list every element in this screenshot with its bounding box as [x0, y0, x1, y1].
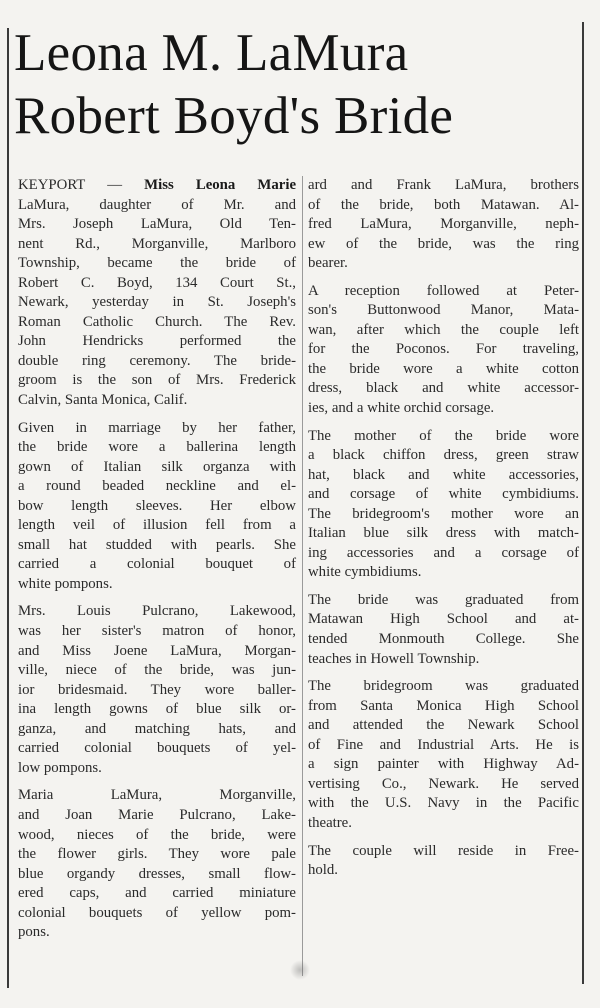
- article-paragraph: [18, 786, 296, 942]
- article-line: the flower girls. They wore pale: [18, 846, 296, 863]
- article-line: bow length sleeves. Her elbow: [18, 497, 296, 514]
- article-paragraph: [18, 176, 296, 411]
- article-line: LaMura, daughter of Mr. and: [18, 196, 296, 213]
- article-line: Township, became the bride of: [18, 255, 296, 272]
- article-paragraph: [308, 842, 579, 881]
- article-line: ing accessories and a corsage of: [308, 544, 579, 561]
- clipping-left-border: [7, 28, 9, 988]
- article-line: The bridegroom's mother wore an: [308, 505, 579, 522]
- article-line: The bride was graduated from: [308, 591, 579, 608]
- article-line: carried colonial bouquets of yel-: [18, 740, 296, 757]
- article-paragraph: [308, 176, 579, 274]
- article-line: a round beaded neckline and el-: [18, 478, 296, 495]
- article-line: ered caps, and carried miniature: [18, 885, 296, 902]
- article-line: of Fine and Industrial Arts. He is: [308, 736, 579, 753]
- clipping-right-border: [582, 22, 584, 984]
- article-line: ina length gowns of blue silk or-: [18, 701, 296, 718]
- article-line: son's Buttonwood Manor, Mata-: [308, 302, 579, 319]
- article-paragraph: [18, 419, 296, 595]
- article-column-right: [308, 176, 579, 889]
- article-line: Matawan High School and at-: [308, 611, 579, 628]
- article-line: blue organdy dresses, small flow-: [18, 865, 296, 882]
- article-line: hat, black and white accessories,: [308, 466, 579, 483]
- article-line: ville, niece of the bride, was jun-: [18, 662, 296, 679]
- article-line: pons.: [18, 924, 50, 941]
- article-line: with the U.S. Navy in the Pacific: [308, 795, 579, 812]
- article-line: and attended the Newark School: [308, 717, 579, 734]
- article-line: A reception followed at Peter-: [308, 282, 579, 299]
- column-divider: [302, 176, 303, 976]
- article-line: Newark, yesterday in St. Joseph's: [18, 294, 296, 311]
- article-line: dress, black and white accessor-: [308, 380, 579, 397]
- article-line: a black chiffon dress, green straw: [308, 447, 579, 464]
- article-line: white cymbidiums.: [308, 564, 422, 581]
- article-paragraph: [308, 591, 579, 669]
- article-line: teaches in Howell Township.: [308, 650, 480, 667]
- headline-line-1: Leona M. LaMura: [14, 24, 409, 82]
- print-smudge: [290, 960, 310, 980]
- article-line: length veil of illusion fell from a: [18, 517, 296, 534]
- article-line: hold.: [308, 862, 339, 879]
- article-line: groom is the son of Mrs. Frederick: [18, 372, 296, 389]
- article-line: low pompons.: [18, 759, 102, 776]
- article-line: Robert C. Boyd, 134 Court St.,: [18, 274, 296, 291]
- article-line: The couple will reside in Free-: [308, 842, 579, 859]
- article-line: Italian blue silk dress with match-: [308, 525, 579, 542]
- article-line: nent Rd., Morganville, Marlboro: [18, 235, 296, 252]
- article-line: tended Monmouth College. She: [308, 631, 579, 648]
- headline: [14, 22, 580, 148]
- article-line: gown of Italian silk organza with: [18, 458, 296, 475]
- article-column-left: [18, 176, 296, 951]
- article-line: ard and Frank LaMura, brothers: [308, 177, 579, 193]
- article-line: ganza, and matching hats, and: [18, 720, 296, 737]
- article-line: was her sister's matron of honor,: [18, 623, 296, 640]
- article-line: and Miss Joene LaMura, Morgan-: [18, 642, 296, 659]
- article-line: small hat studded with pearls. She: [18, 536, 296, 553]
- article-line: The mother of the bride wore: [308, 427, 579, 444]
- article-line: from Santa Monica High School: [308, 697, 579, 714]
- headline-line-2: Robert Boyd's Bride: [14, 87, 454, 145]
- article-line: The bridegroom was graduated: [308, 678, 579, 695]
- article-line: Maria LaMura, Morganville,: [18, 787, 296, 804]
- article-line: Mrs. Joseph LaMura, Old Ten-: [18, 216, 296, 233]
- article-line: of the bride, both Matawan. Al-: [308, 196, 579, 213]
- article-paragraph: [308, 282, 579, 419]
- article-line: Mrs. Louis Pulcrano, Lakewood,: [18, 603, 296, 620]
- article-line: ies, and a white orchid corsage.: [308, 400, 495, 417]
- article-line: and Joan Marie Pulcrano, Lake-: [18, 806, 296, 823]
- article-line: ior bridesmaid. They wore baller-: [18, 681, 296, 698]
- article-paragraph: [18, 602, 296, 778]
- article-line: Calvin, Santa Monica, Calif.: [18, 392, 188, 409]
- article-line: a sign painter with Highway Ad-: [308, 756, 579, 773]
- article-line: bearer.: [308, 255, 348, 272]
- article-line: ew of the bride, was the ring: [308, 235, 579, 252]
- article-line: wood, nieces of the bride, were: [18, 826, 296, 843]
- article-line: the bride wore a ballerina length: [18, 439, 296, 456]
- article-line: wan, after which the couple left: [308, 321, 579, 338]
- article-line: carried a colonial bouquet of: [18, 556, 296, 573]
- article-paragraph: [308, 427, 579, 583]
- article-line: colonial bouquets of yellow pom-: [18, 904, 296, 921]
- article-line: white pompons.: [18, 575, 113, 592]
- article-line: the bride wore a white cotton: [308, 360, 579, 377]
- article-line: double ring ceremony. The bride-: [18, 352, 296, 369]
- article-line: John Hendricks performed the: [18, 333, 296, 350]
- article-line: theatre.: [308, 814, 352, 831]
- article-line: and corsage of white cymbidiums.: [308, 486, 579, 503]
- article-line: for the Poconos. For traveling,: [308, 341, 579, 358]
- article-line: Roman Catholic Church. The Rev.: [18, 313, 296, 330]
- article-line: Given in marriage by her father,: [18, 419, 296, 436]
- article-paragraph: [308, 677, 579, 833]
- article-line: fred LaMura, Morganville, neph-: [308, 216, 579, 233]
- article-line: KEYPORT — Miss Leona Marie: [18, 177, 297, 193]
- article-line: vertising Co., Newark. He served: [308, 775, 579, 792]
